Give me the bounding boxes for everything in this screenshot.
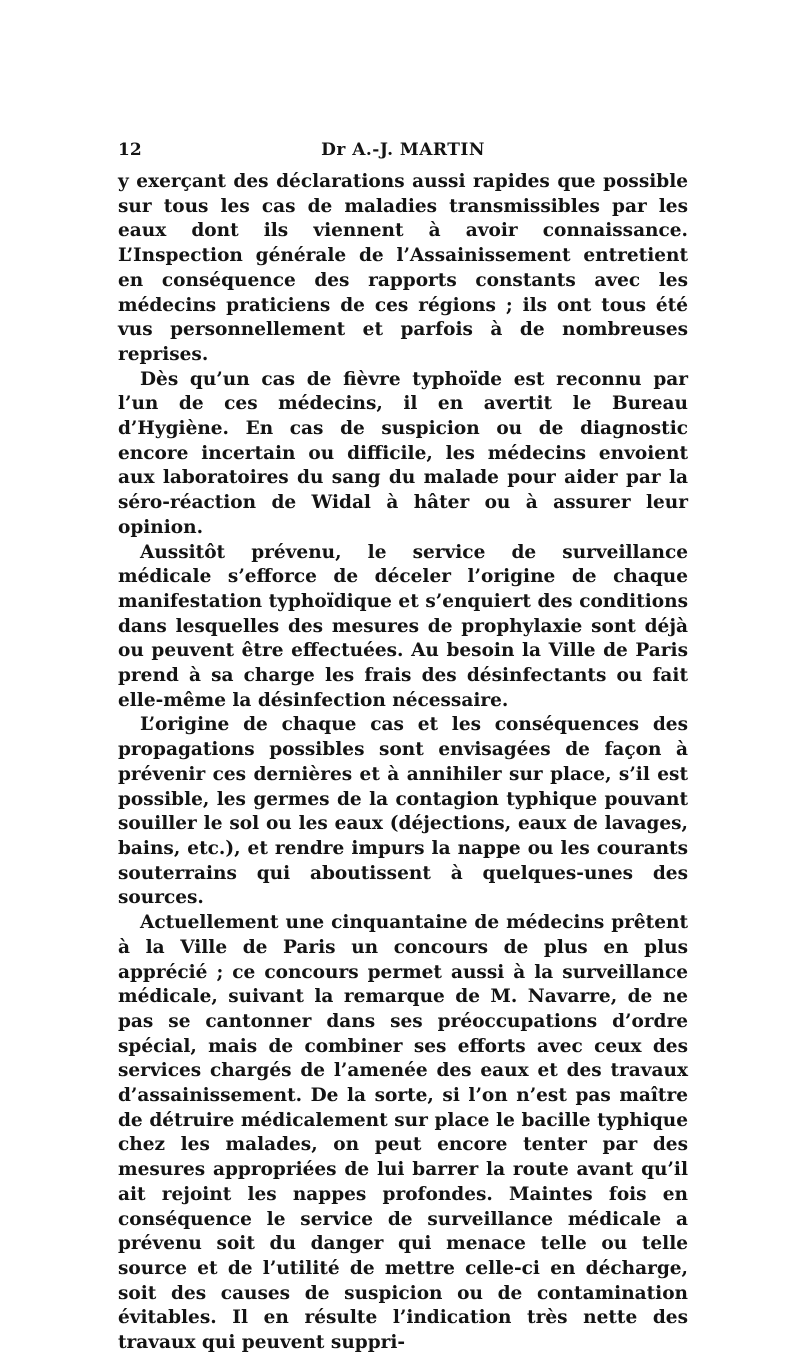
paragraph-4: L’origine de chaque cas et les conséquences des propagations possibles sont envisagées de façon à prévenir ces dernières et à annihiler sur place, s’il est possible, les germes de la contagion typhique pouvant souiller le sol ou les eaux (déjections, eaux de lavages, bains, etc.), et rendre impurs la nappe ou les courants souterrains qui aboutissent à quelques-unes des sources. — [118, 714, 688, 909]
paragraph-2: Dès qu’un cas de fièvre typhoïde est reconnu par l’un de ces médecins, il en avertit le Bureau d’Hygiène. En cas de suspicion ou de diagnostic encore incertain ou difficile, les médecins envoient aux laboratoires du sang du malade pour aider par la séro-réaction de Widal à hâter ou à assurer leur opinion. — [118, 368, 688, 538]
running-head: Dr A.-J. MARTIN — [321, 140, 485, 160]
page-number: 12 — [118, 140, 142, 160]
body-text — [118, 170, 688, 1356]
book-page — [118, 140, 688, 1356]
page-header — [118, 140, 688, 170]
paragraph-1: y exerçant des déclarations aussi rapides que possible sur tous les cas de maladies transmissibles par les eaux dont ils viennent à avoir connaissance. L’Inspection générale de l’Assainissement entretient en conséquence des rapports constants avec les médecins praticiens de ces régions ; ils ont tous été vus personnellement et parfois à de nombreuses reprises. — [118, 171, 688, 365]
paragraph-3: Aussitôt prévenu, le service de surveillance médicale s’efforce de déceler l’origine de chaque manifestation typhoïdique et s’enquiert des conditions dans lesquelles des mesures de prophylaxie sont déjà ou peuvent être effectuées. Au besoin la Ville de Paris prend à sa charge les frais des désinfectants ou fait elle-même la désinfection nécessaire. — [118, 541, 688, 711]
paragraph-5: Actuellement une cinquantaine de médecins prêtent à la Ville de Paris un concours de plus en plus apprécié ; ce concours permet aussi à la surveillance médicale, suivant la remarque de M. Navarre, de ne pas se cantonner dans ses préoccupations d’ordre spécial, mais de combiner ses efforts avec ceux des services chargés de l’amenée des eaux et des travaux d’assainissement. De la sorte, si l’on n’est pas maître de détruire médicalement sur place le bacille typhique chez les malades, on peut encore tenter par des mesures appropriées de lui barrer la route avant qu’il ait rejoint les nappes profondes. Maintes fois en conséquence le service de surveillance médicale a prévenu soit du danger qui menace telle ou telle source et de l’utilité de mettre celle-ci en décharge, soit des causes de suspicion ou de contamination évitables. Il en résulte l’indication très nette des travaux qui peuvent suppri- — [118, 912, 688, 1354]
